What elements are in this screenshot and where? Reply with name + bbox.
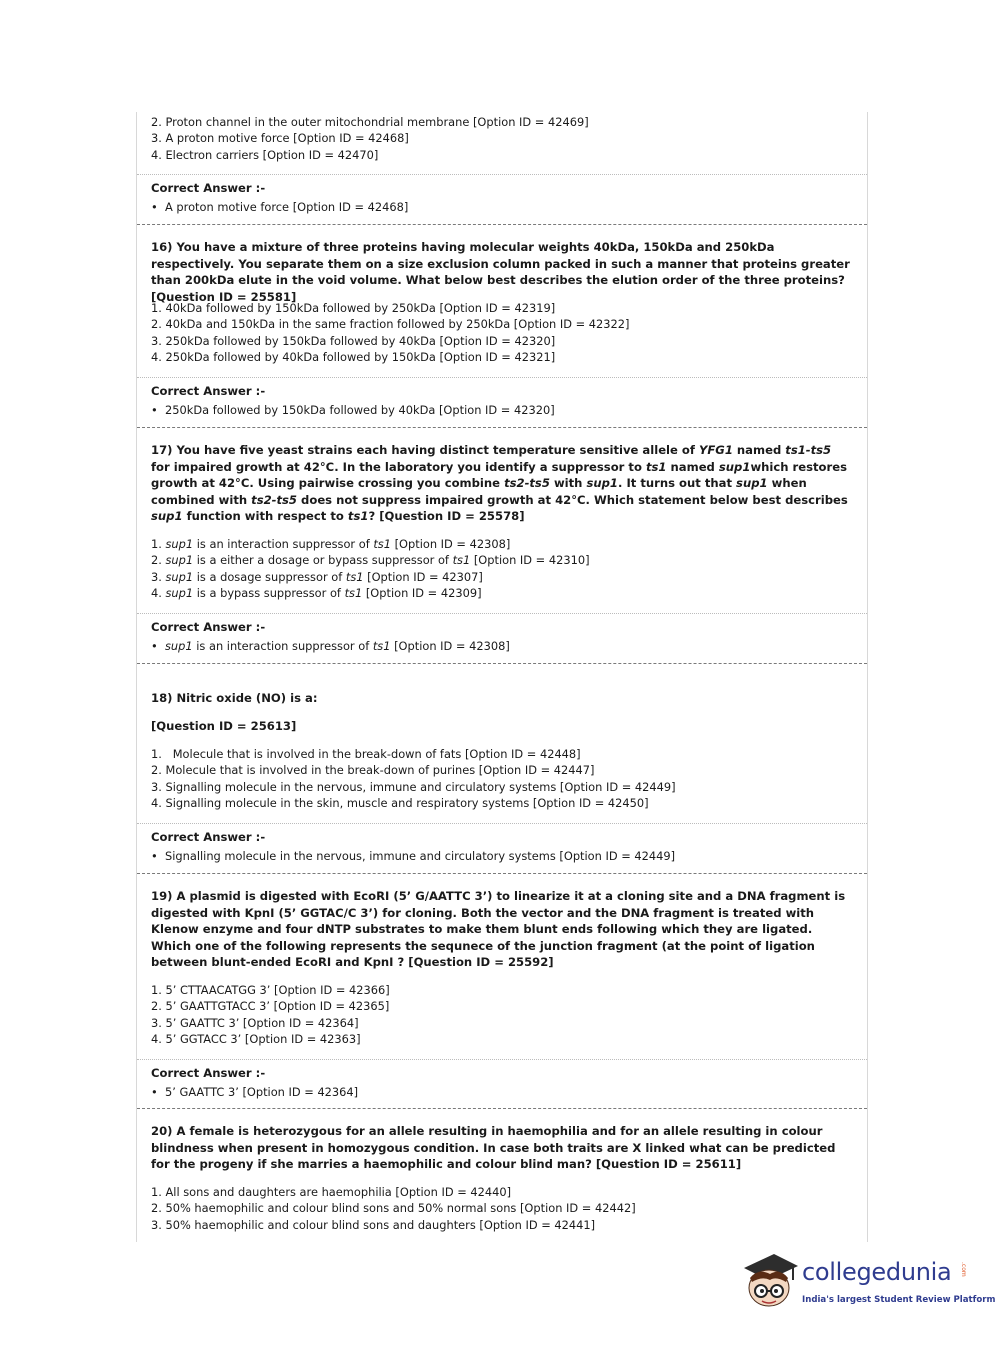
prev-question-answer bbox=[137, 180, 867, 215]
question-17-answer: Correct Answer :- • sup1 is an interaction suppressor of ts1 [Option ID = 42308] bbox=[137, 619, 867, 654]
question-18-answer bbox=[137, 829, 867, 864]
divider bbox=[137, 377, 867, 378]
option: 2. sup1 is a either a dosage or bypass suppressor of ts1 [Option ID = 42310] bbox=[151, 553, 590, 568]
option: 3. 250kDa followed by 150kDa followed by 40kDa [Option ID = 42320] bbox=[151, 333, 556, 348]
answer-text: 5’ GAATTC 3’ [Option ID = 42364] bbox=[165, 1085, 359, 1099]
answer-label: Correct Answer :- bbox=[151, 830, 266, 844]
brand-domain: .com bbox=[960, 1262, 967, 1277]
option: 4. 5’ GGTACC 3’ [Option ID = 42363] bbox=[151, 1032, 361, 1047]
question-19-text: 19) A plasmid is digested with EcoRI (5’ G/AATTC 3’) to linearize it at a cloning site and a DNA fragment is digested with KpnI (5’ GGTAC/C 3’) for cloning. Both the vector and the DNA fragment is treated with Klenow enzyme and four dNTP substrates to make them blunt ends following which they are ligated. Which one of the following represents the sequnece of the junction fragment (at the point of ligation between blunt-ended EcoRI and KpnI ? [Question ID = 25592] bbox=[151, 889, 846, 969]
option: 1. All sons and daughters are haemophilia [Option ID = 42440] bbox=[151, 1185, 512, 1199]
bullet-icon: • bbox=[151, 403, 158, 417]
divider bbox=[137, 823, 867, 824]
option: 3. A proton motive force [Option ID = 42468] bbox=[151, 131, 409, 146]
bullet-icon: • bbox=[151, 849, 158, 863]
prev-question-options bbox=[137, 114, 867, 163]
answer-text: Signalling molecule in the nervous, immune and circulatory systems [Option ID = 42449] bbox=[165, 849, 676, 863]
option: 2. 50% haemophilic and colour blind sons and 50% normal sons [Option ID = 42442] bbox=[151, 1201, 636, 1216]
question-16-answer bbox=[137, 383, 867, 418]
bullet-icon: • bbox=[151, 639, 158, 653]
option: 4. Signalling molecule in the skin, muscle and respiratory systems [Option ID = 42450] bbox=[151, 796, 649, 811]
option: 4. Electron carriers [Option ID = 42470] bbox=[151, 147, 379, 162]
question-17-text: 17) You have five yeast strains each having distinct temperature sensitive allele of YFG1 named ts1-ts5 for impaired growth at 42°C. In the laboratory you identify a suppressor to ts1 named sup1which restores growth at 42°C. Using pairwise crossing you combine ts2-ts5 with sup1. It turns out that sup1 when combined with ts2-ts5 does not suppress impaired growth at 42°C. Which statement below best describes sup1 function with respect to ts1? [Question ID = 25578] bbox=[151, 443, 848, 523]
mascot-icon bbox=[740, 1248, 800, 1314]
divider bbox=[137, 1059, 867, 1060]
question-divider bbox=[137, 873, 867, 874]
question-divider bbox=[137, 427, 867, 428]
question-divider bbox=[137, 1108, 867, 1109]
question-18-options bbox=[137, 746, 867, 812]
question-19-answer bbox=[137, 1065, 867, 1100]
option: 1. Molecule that is involved in the break-down of fats [Option ID = 42448] bbox=[151, 747, 581, 761]
question-17-options bbox=[137, 536, 867, 602]
question-16-options bbox=[137, 300, 867, 366]
divider bbox=[137, 174, 867, 175]
collegedunia-logo[interactable] bbox=[740, 1248, 996, 1318]
option: 3. Signalling molecule in the nervous, immune and circulatory systems [Option ID = 42449] bbox=[151, 779, 676, 794]
option: 3. 5’ GAATTC 3’ [Option ID = 42364] bbox=[151, 1015, 359, 1030]
question-19-options bbox=[137, 982, 867, 1048]
question-16-text: 16) You have a mixture of three proteins having molecular weights 40kDa, 150kDa and 250kDa respectively. You separate them on a size exclusion column packed in such a manner that proteins greater than 200kDa elute in the void volume. What below best describes the elution order of the three proteins? [Question ID = 25581] bbox=[151, 240, 850, 304]
answer-label: Correct Answer :- bbox=[151, 181, 266, 195]
brand-name: collegedunia bbox=[802, 1258, 952, 1286]
option: 4. 250kDa followed by 40kDa followed by 150kDa [Option ID = 42321] bbox=[151, 350, 556, 365]
exam-page bbox=[136, 112, 868, 1242]
question-20-options bbox=[137, 1184, 867, 1233]
option: 1. sup1 is an interaction suppressor of ts1 [Option ID = 42308] bbox=[151, 537, 511, 551]
option: 2. 40kDa and 150kDa in the same fraction followed by 250kDa [Option ID = 42322] bbox=[151, 317, 630, 332]
brand-tagline: India's largest Student Review Platform bbox=[802, 1295, 996, 1305]
question-divider bbox=[137, 224, 867, 225]
answer-label: Correct Answer :- bbox=[151, 384, 266, 398]
option: 2. 5’ GAATTGTACC 3’ [Option ID = 42365] bbox=[151, 999, 390, 1014]
option: 2. Proton channel in the outer mitochondrial membrane [Option ID = 42469] bbox=[151, 115, 589, 129]
divider bbox=[137, 613, 867, 614]
option: 1. 5’ CTTAACATGG 3’ [Option ID = 42366] bbox=[151, 983, 390, 997]
option: 3. sup1 is a dosage suppressor of ts1 [Option ID = 42307] bbox=[151, 569, 483, 584]
answer-label: Correct Answer :- bbox=[151, 1066, 266, 1080]
option: 1. 40kDa followed by 150kDa followed by 250kDa [Option ID = 42319] bbox=[151, 301, 556, 315]
question-divider bbox=[137, 663, 867, 664]
question-18-id: [Question ID = 25613] bbox=[151, 719, 297, 733]
question-20-text: 20) A female is heterozygous for an allele resulting in haemophilia and for an allele resulting in colour blindness when present in homozygous condition. In case both traits are X linked what can be predicted for the progeny if she marries a haemophilic and colour blind man? [Question ID = 25611] bbox=[151, 1124, 836, 1171]
question-18-text: 18) Nitric oxide (NO) is a: bbox=[151, 691, 318, 705]
bullet-icon: • bbox=[151, 200, 158, 214]
option: 3. 50% haemophilic and colour blind sons and daughters [Option ID = 42441] bbox=[151, 1217, 596, 1232]
option: 4. sup1 is a bypass suppressor of ts1 [Option ID = 42309] bbox=[151, 586, 482, 601]
option: 2. Molecule that is involved in the break-down of purines [Option ID = 42447] bbox=[151, 763, 595, 778]
answer-label: Correct Answer :- bbox=[151, 620, 266, 634]
answer-text: 250kDa followed by 150kDa followed by 40kDa [Option ID = 42320] bbox=[165, 403, 555, 417]
bullet-icon: • bbox=[151, 1085, 158, 1099]
answer-text: A proton motive force [Option ID = 42468] bbox=[165, 200, 409, 214]
